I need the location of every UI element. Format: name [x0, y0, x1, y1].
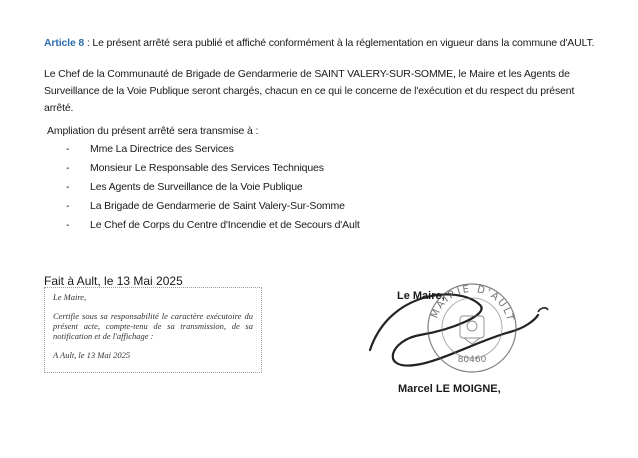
- seal-emblem-icon: [460, 316, 484, 344]
- list-item: - Les Agents de Surveillance de la Voie Publique: [66, 181, 303, 193]
- article-label: Article 8: [44, 37, 85, 49]
- certification-body: Certifie sous sa responsabilité le caractère exécutoire du présent acte, compte-tenu de sa transmission, de sa notification et de l'affichage :: [53, 311, 253, 341]
- ampliation-intro: Ampliation du présent arrêté sera transmise à :: [47, 125, 259, 137]
- list-item: - Monsieur Le Responsable des Services Techniques: [66, 162, 324, 174]
- place-date: Fait à Ault, le 13 Mai 2025: [44, 274, 183, 288]
- certification-heading: Le Maire,: [53, 292, 87, 302]
- signature-flourish: [538, 308, 548, 312]
- responsibility-paragraph: Le Chef de la Communauté de Brigade de Gendarmerie de SAINT VALERY-SUR-SOMME, le Maire et les Agents de Surveillance de la Voie Publique seront chargés, chacun en ce qui le concerne de l'exécution et du respect du présent arrêté.: [44, 68, 575, 114]
- list-item: - Mme La Directrice des Services: [66, 143, 234, 155]
- recipients-list: [66, 140, 360, 235]
- certification-stamp: [44, 287, 262, 373]
- list-item: - La Brigade de Gendarmerie de Saint Valery-Sur-Somme: [66, 200, 345, 212]
- signature-and-seal: [360, 270, 560, 380]
- mayor-title: Le Maire,: [397, 290, 445, 302]
- certification-date: A Ault, le 13 Mai 2025: [53, 350, 131, 360]
- article-text: : Le présent arrêté sera publié et affiché conformément à la réglementation en vigueur dans la commune d'AULT.: [86, 37, 595, 49]
- seal-text: MAIRIE D'AULT: [429, 283, 516, 324]
- list-item: - Le Chef de Corps du Centre d'Incendie et de Secours d'Ault: [66, 219, 360, 231]
- handwritten-signature: [370, 294, 538, 365]
- seal-postcode: 80460: [457, 355, 487, 365]
- article-8: [44, 37, 594, 49]
- signatory-name: Marcel LE MOIGNE,: [398, 383, 501, 395]
